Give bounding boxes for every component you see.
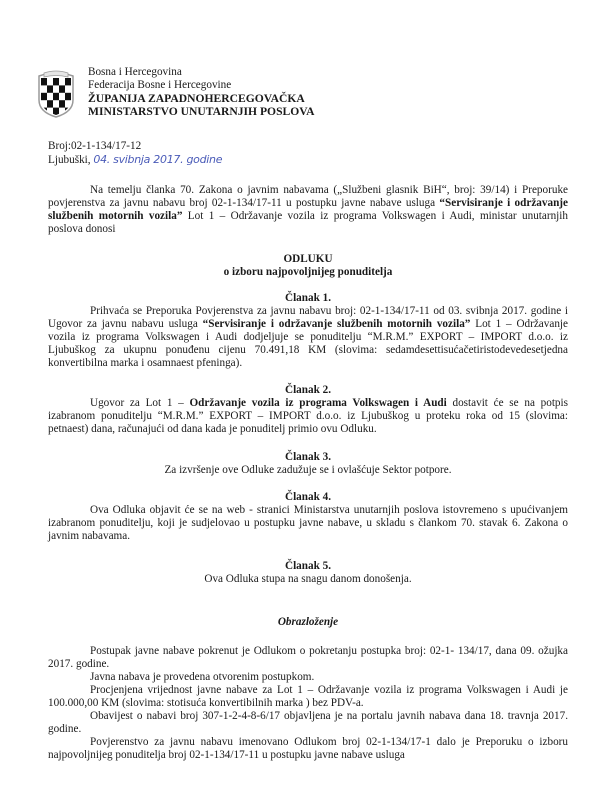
- preamble-text-continued: Lot 1 – Održavanje vozila iz programa Volkswagen i Audi, ministar unutarnjih poslova donosi: [48, 210, 568, 235]
- article-2-text-continued: dostavit će se na potpis izabranom ponuditelju “M.R.M.” EXPORT – IMPORT d.o.o. iz Ljubuškog u proteku roka od 15 (slovima: petnaest) dana, računajući od dana kada je ponuditelj primio ovu Odluku.: [48, 397, 568, 435]
- rationale-paragraph-4: Obavijest o nabavi broj 307-1-2-4-8-6/17 objavljena je na portalu javnih nabava dana 18. travnja 2017. godine.: [48, 710, 568, 735]
- document-reference: [48, 140, 222, 167]
- article-2-heading: Članak 2.: [284, 384, 331, 396]
- article-1-text-continued: Lot 1 – Održavanje vozila iz programa Volkswagen i Audi dodjeljuje se ponuditelju “M.R.M.” EXPORT – IMPORT d.o.o. iz Ljubuškog za ukupnu ponuđenu cijenu 70.491,18 KM (slovima: sedamdesettisućačetiristodevedesetjedna konvertibilna marka i osamnaest pfeninga).: [48, 318, 568, 369]
- header-ministry: MINISTARSTVO UNUTARNJIH POSLOVA: [88, 105, 315, 118]
- article-2-text: [48, 397, 568, 436]
- handwritten-date: 04. svibnja 2017. godine: [93, 153, 223, 166]
- header-federation: Federacija Bosne i Hercegovine: [88, 79, 232, 91]
- header-county: ŽUPANIJA ZAPADNOHERCEGOVAČKA: [88, 92, 305, 105]
- rationale-paragraph-1: Postupak javne nabave pokrenut je Odlukom o pokretanju postupka broj: 02-1- 134/17, dana 09. ožujka 2017. godine.: [48, 645, 568, 670]
- article-1-text: [48, 305, 568, 370]
- rationale-heading: Obrazloženje: [277, 616, 339, 628]
- decision-title: ODLUKU: [283, 253, 333, 265]
- rationale-paragraph-2: Javna nabava je provedena otvorenim postupkom.: [90, 671, 315, 683]
- article-2-text-part: Ugovor za Lot 1 –: [90, 397, 190, 409]
- article-2-lot-name: Održavanje vozila iz programa Volkswagen i Audi: [189, 397, 447, 409]
- letterhead: [36, 68, 315, 118]
- article-3-text: Za izvršenje ove Odluke zadužuje se i ovlašćuje Sektor potpore.: [164, 464, 452, 476]
- article-4-heading: Članak 4.: [284, 491, 331, 503]
- preamble-service-name: “Servisiranje i održavanje službenih motornih vozila”: [48, 197, 568, 222]
- reference-number: Broj:02-1-134/17-12: [48, 140, 142, 152]
- article-3-heading: Članak 3.: [284, 451, 331, 463]
- article-1-service-name: “Servisiranje i održavanje službenih motornih vozila”: [202, 318, 471, 330]
- coat-of-arms-icon: [36, 70, 76, 118]
- article-4-text: Ova Odluka objavit će se na web - stranici Ministarstva unutarnjih poslova istovremeno s upućivanjem izabranom ponuditelju, koji je sudjelovao u postupku javne nabave, u skladu s člankom 70. stavak 6. Zakona o javnim nabavama.: [48, 504, 568, 542]
- article-1-heading: Članak 1.: [284, 292, 331, 304]
- place-label: Ljubuški,: [48, 154, 91, 166]
- rationale-paragraph-3: Procjenjena vrijednost javne nabave za Lot 1 – Održavanje vozila iz programa Volkswagen i Audi je 100.000,00 KM (slovima: stotisuća konvertibilnih marka ) bez PDV-a.: [48, 684, 568, 709]
- article-1-text-part: Prihvaća se Preporuka Povjerenstva za javnu nabavu broj: 02-1-134/17-11 od 03. svibnja 2017. godine i Ugovor za javnu nabavu usluga: [48, 305, 568, 330]
- preamble-text: Na temelju članka 70. Zakona o javnim nabavama („Službeni glasnik BiH“, broj: 39/14) i Preporuke povjerenstva za javnu nabavu broj 02-1-134/17-11 u postupku javne nabave usluga: [48, 184, 568, 209]
- preamble-paragraph: [48, 184, 568, 236]
- rationale-paragraph-5: Povjerenstvo za javnu nabavu imenovano Odlukom broj 02-1-134/17-1 dalo je Preporuku o izboru najpovoljnijeg ponuditelja broj 02-1-134/17-11 u postupku javne nabave usluga: [48, 736, 568, 761]
- decision-subtitle: o izboru najpovoljnijeg ponuditelja: [223, 266, 393, 278]
- header-country: Bosna i Hercegovina: [88, 66, 182, 78]
- article-5-text: Ova Odluka stupa na snagu danom donošenja.: [204, 573, 412, 585]
- article-5-heading: Članak 5.: [284, 560, 331, 572]
